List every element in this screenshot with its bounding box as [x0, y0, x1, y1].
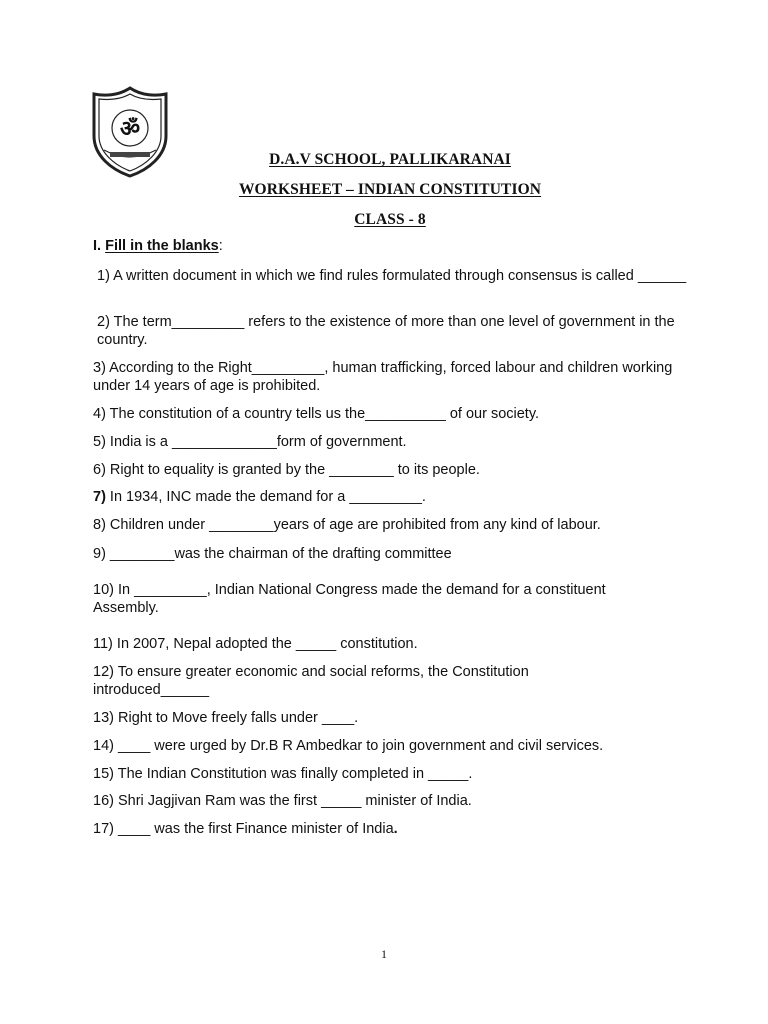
- section-number: I.: [93, 238, 102, 254]
- worksheet-title: WORKSHEET – INDIAN CONSTITUTION: [238, 181, 542, 198]
- question-12: 12) To ensure greater economic and social reforms, the Constitution introduced______: [93, 664, 533, 698]
- question-1: 1) A written document in which we find rules formulated through consensus is called ______: [97, 268, 687, 284]
- question-9: 9) ________was the chairman of the drafting committee: [93, 546, 452, 562]
- school-name: D.A.V SCHOOL, PALLIKARANAI: [269, 151, 511, 168]
- question-11: 11) In 2007, Nepal adopted the _____ constitution.: [93, 636, 418, 652]
- class-label: CLASS - 8: [354, 211, 426, 228]
- question-8: 8) Children under ________years of age are prohibited from any kind of labour.: [93, 517, 601, 533]
- page-number: 1: [381, 947, 387, 961]
- question-13: 13) Right to Move freely falls under ____.: [93, 710, 359, 726]
- question-2: 2) The term_________ refers to the existence of more than one level of government in the country.: [97, 314, 679, 348]
- question-4: 4) The constitution of a country tells us the__________ of our society.: [93, 406, 540, 422]
- question-14: 14) ____ were urged by Dr.B R Ambedkar to join government and civil services.: [93, 738, 604, 754]
- question-10: 10) In _________, Indian National Congress made the demand for a constituent Assembly.: [93, 582, 609, 616]
- question-17: 17) ____ was the first Finance minister of India.: [93, 821, 398, 837]
- question-5: 5) India is a _____________form of government.: [93, 434, 407, 450]
- section-heading: [93, 238, 223, 254]
- section-colon: :: [218, 238, 223, 254]
- question-7: 7) In 1934, INC made the demand for a _________.: [93, 489, 426, 505]
- question-6: 6) Right to equality is granted by the ________ to its people.: [93, 462, 480, 478]
- question-15: 15) The Indian Constitution was finally completed in _____.: [93, 766, 473, 782]
- section-title: Fill in the blanks: [105, 238, 219, 254]
- svg-text:ॐ: ॐ: [119, 117, 141, 142]
- question-3: 3) According to the Right_________, human trafficking, forced labour and children working under 14 years of age is prohibited.: [93, 360, 677, 394]
- question-16: 16) Shri Jagjivan Ram was the first _____ minister of India.: [93, 793, 472, 809]
